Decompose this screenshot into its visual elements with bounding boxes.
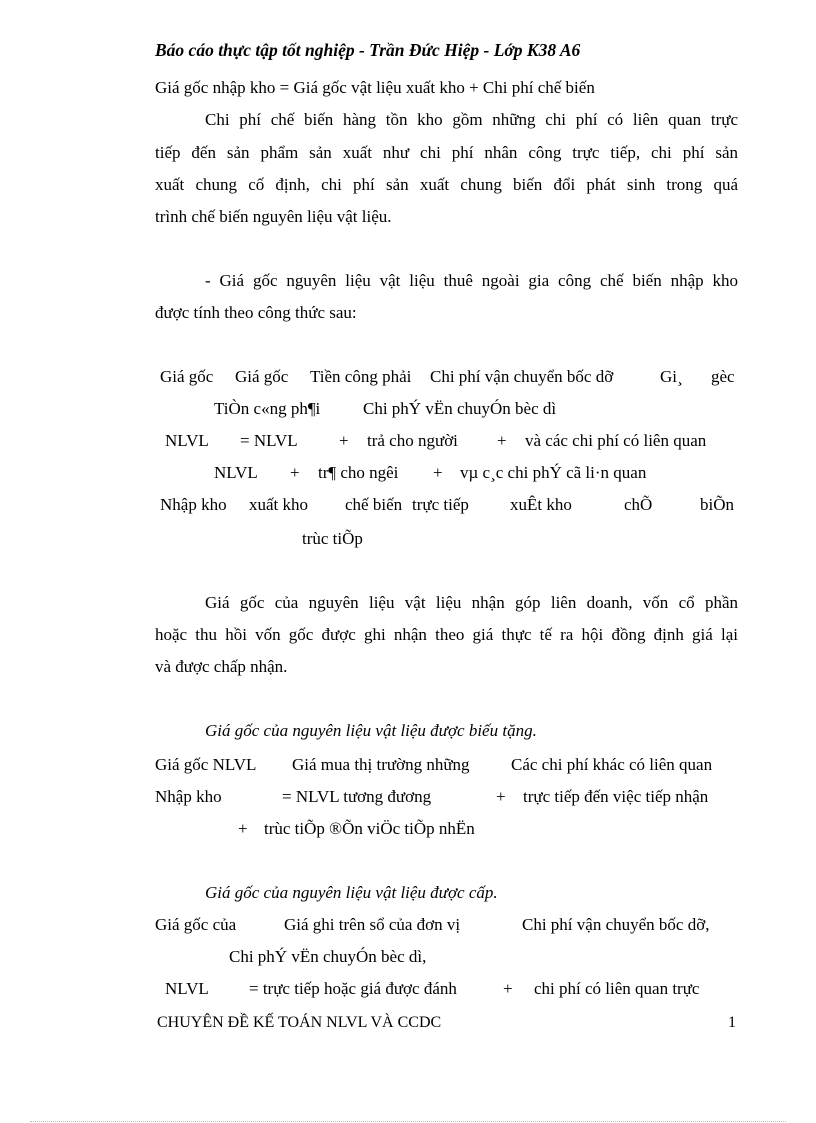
f3-cell: + — [238, 819, 248, 838]
f2-cell: + — [339, 431, 349, 450]
f4-cell: + — [503, 979, 513, 998]
f2-cell: = NLVL — [240, 431, 298, 450]
f3-cell: + — [496, 787, 506, 806]
f2-cell: trùc tiÕp — [302, 529, 363, 548]
f4-cell: Giá ghi trên sổ của đơn vị — [284, 915, 461, 934]
heading-grant: Giá gốc của nguyên liệu vật liệu được cấp. — [205, 883, 498, 902]
para3-line: và được chấp nhận. — [155, 657, 288, 676]
para1-line: Chi phí chế biến hàng tồn kho gồm những chi phí có liên quan trực — [205, 110, 738, 129]
f2-cell: Chi phÝ vËn chuyÓn bèc dì — [363, 399, 557, 418]
f4-cell: chi phí có liên quan trực — [534, 979, 700, 998]
para3-line: hoặc thu hồi vốn gốc được ghi nhận theo giá thực tế ra hội đồng định giá lại — [155, 625, 738, 644]
f3-cell: Nhập kho — [155, 787, 222, 806]
f2-cell: + — [290, 463, 300, 482]
f2-cell: và các chi phí có liên quan — [525, 431, 707, 450]
para1-line: tiếp đến sản phẩm sản xuất như chi phí nhân công trực tiếp, chi phí sản — [155, 143, 738, 162]
f2-cell: chÕ — [624, 495, 653, 514]
f4-cell: = trực tiếp hoặc giá được đánh — [249, 979, 457, 998]
f2-cell: trực tiếp — [412, 495, 469, 514]
f3-cell: Giá gốc NLVL — [155, 755, 257, 774]
f2-cell: tr¶ cho ngêi — [318, 463, 399, 482]
heading-gift: Giá gốc của nguyên liệu vật liệu được biếu tặng. — [205, 721, 537, 740]
f2-cell: TiÒn c«ng ph¶i — [214, 399, 321, 418]
f2-cell: Nhập kho — [160, 495, 227, 514]
f3-cell: trực tiếp đến việc tiếp nhận — [523, 787, 709, 806]
f3-cell: = NLVL tương đương — [282, 787, 432, 806]
f2-cell: + — [497, 431, 507, 450]
f2-cell: Giá gốc — [235, 367, 289, 386]
f2-cell: gèc — [711, 367, 735, 386]
para2-line: - Giá gốc nguyên liệu vật liệu thuê ngoài gia công chế biến nhập kho — [205, 271, 738, 290]
f2-cell: Giá gốc — [160, 367, 214, 386]
formula-import-cost: Giá gốc nhập kho = Giá gốc vật liệu xuất kho + Chi phí chế biến — [155, 78, 595, 97]
f2-cell: + — [433, 463, 443, 482]
f2-cell: vµ c¸c chi phÝ cã li·n quan — [460, 463, 647, 482]
page-number: 1 — [728, 1014, 736, 1031]
f2-cell: chế biến — [345, 495, 403, 514]
para3-line: Giá gốc của nguyên liệu vật liệu nhận góp liên doanh, vốn cổ phần — [205, 593, 738, 612]
f2-cell: trả cho người — [367, 431, 458, 450]
para2-line: được tính theo công thức sau: — [155, 303, 357, 322]
f4-cell: NLVL — [165, 979, 209, 998]
page-header: Báo cáo thực tập tốt nghiệp - Trần Đức Hiệp - Lớp K38 A6 — [155, 40, 581, 60]
para1-line: trình chế biến nguyên liệu vật liệu. — [155, 207, 392, 226]
f2-cell: NLVL — [214, 463, 258, 482]
f3-cell: Các chi phí khác có liên quan — [511, 755, 713, 774]
f4-cell: Chi phí vận chuyển bốc dỡ, — [522, 915, 710, 934]
f2-cell: Chi phí vận chuyển bốc dỡ — [430, 367, 614, 386]
footer-title: CHUYÊN ĐỀ KẾ TOÁN NLVL VÀ CCDC — [157, 1014, 442, 1031]
f2-cell: xuất kho — [249, 495, 309, 514]
f3-cell: Giá mua thị trường những — [292, 755, 470, 774]
f2-cell: Tiền công phải — [310, 367, 412, 386]
f4-cell: Giá gốc của — [155, 915, 237, 934]
page-bottom-divider — [30, 1121, 786, 1122]
para1-line: xuất chung cố định, chi phí sản xuất chung biến đổi phát sinh trong quá — [155, 175, 738, 194]
f3-cell: trùc tiÕp ®Õn viÖc tiÕp nhËn — [264, 819, 475, 838]
f2-cell: biÕn — [700, 495, 734, 514]
f2-cell: xuÊt kho — [510, 495, 572, 514]
f2-cell: Gi¸ — [660, 367, 683, 386]
f4-cell: Chi phÝ vËn chuyÓn bèc dì, — [229, 947, 427, 966]
f2-cell: NLVL — [165, 431, 209, 450]
